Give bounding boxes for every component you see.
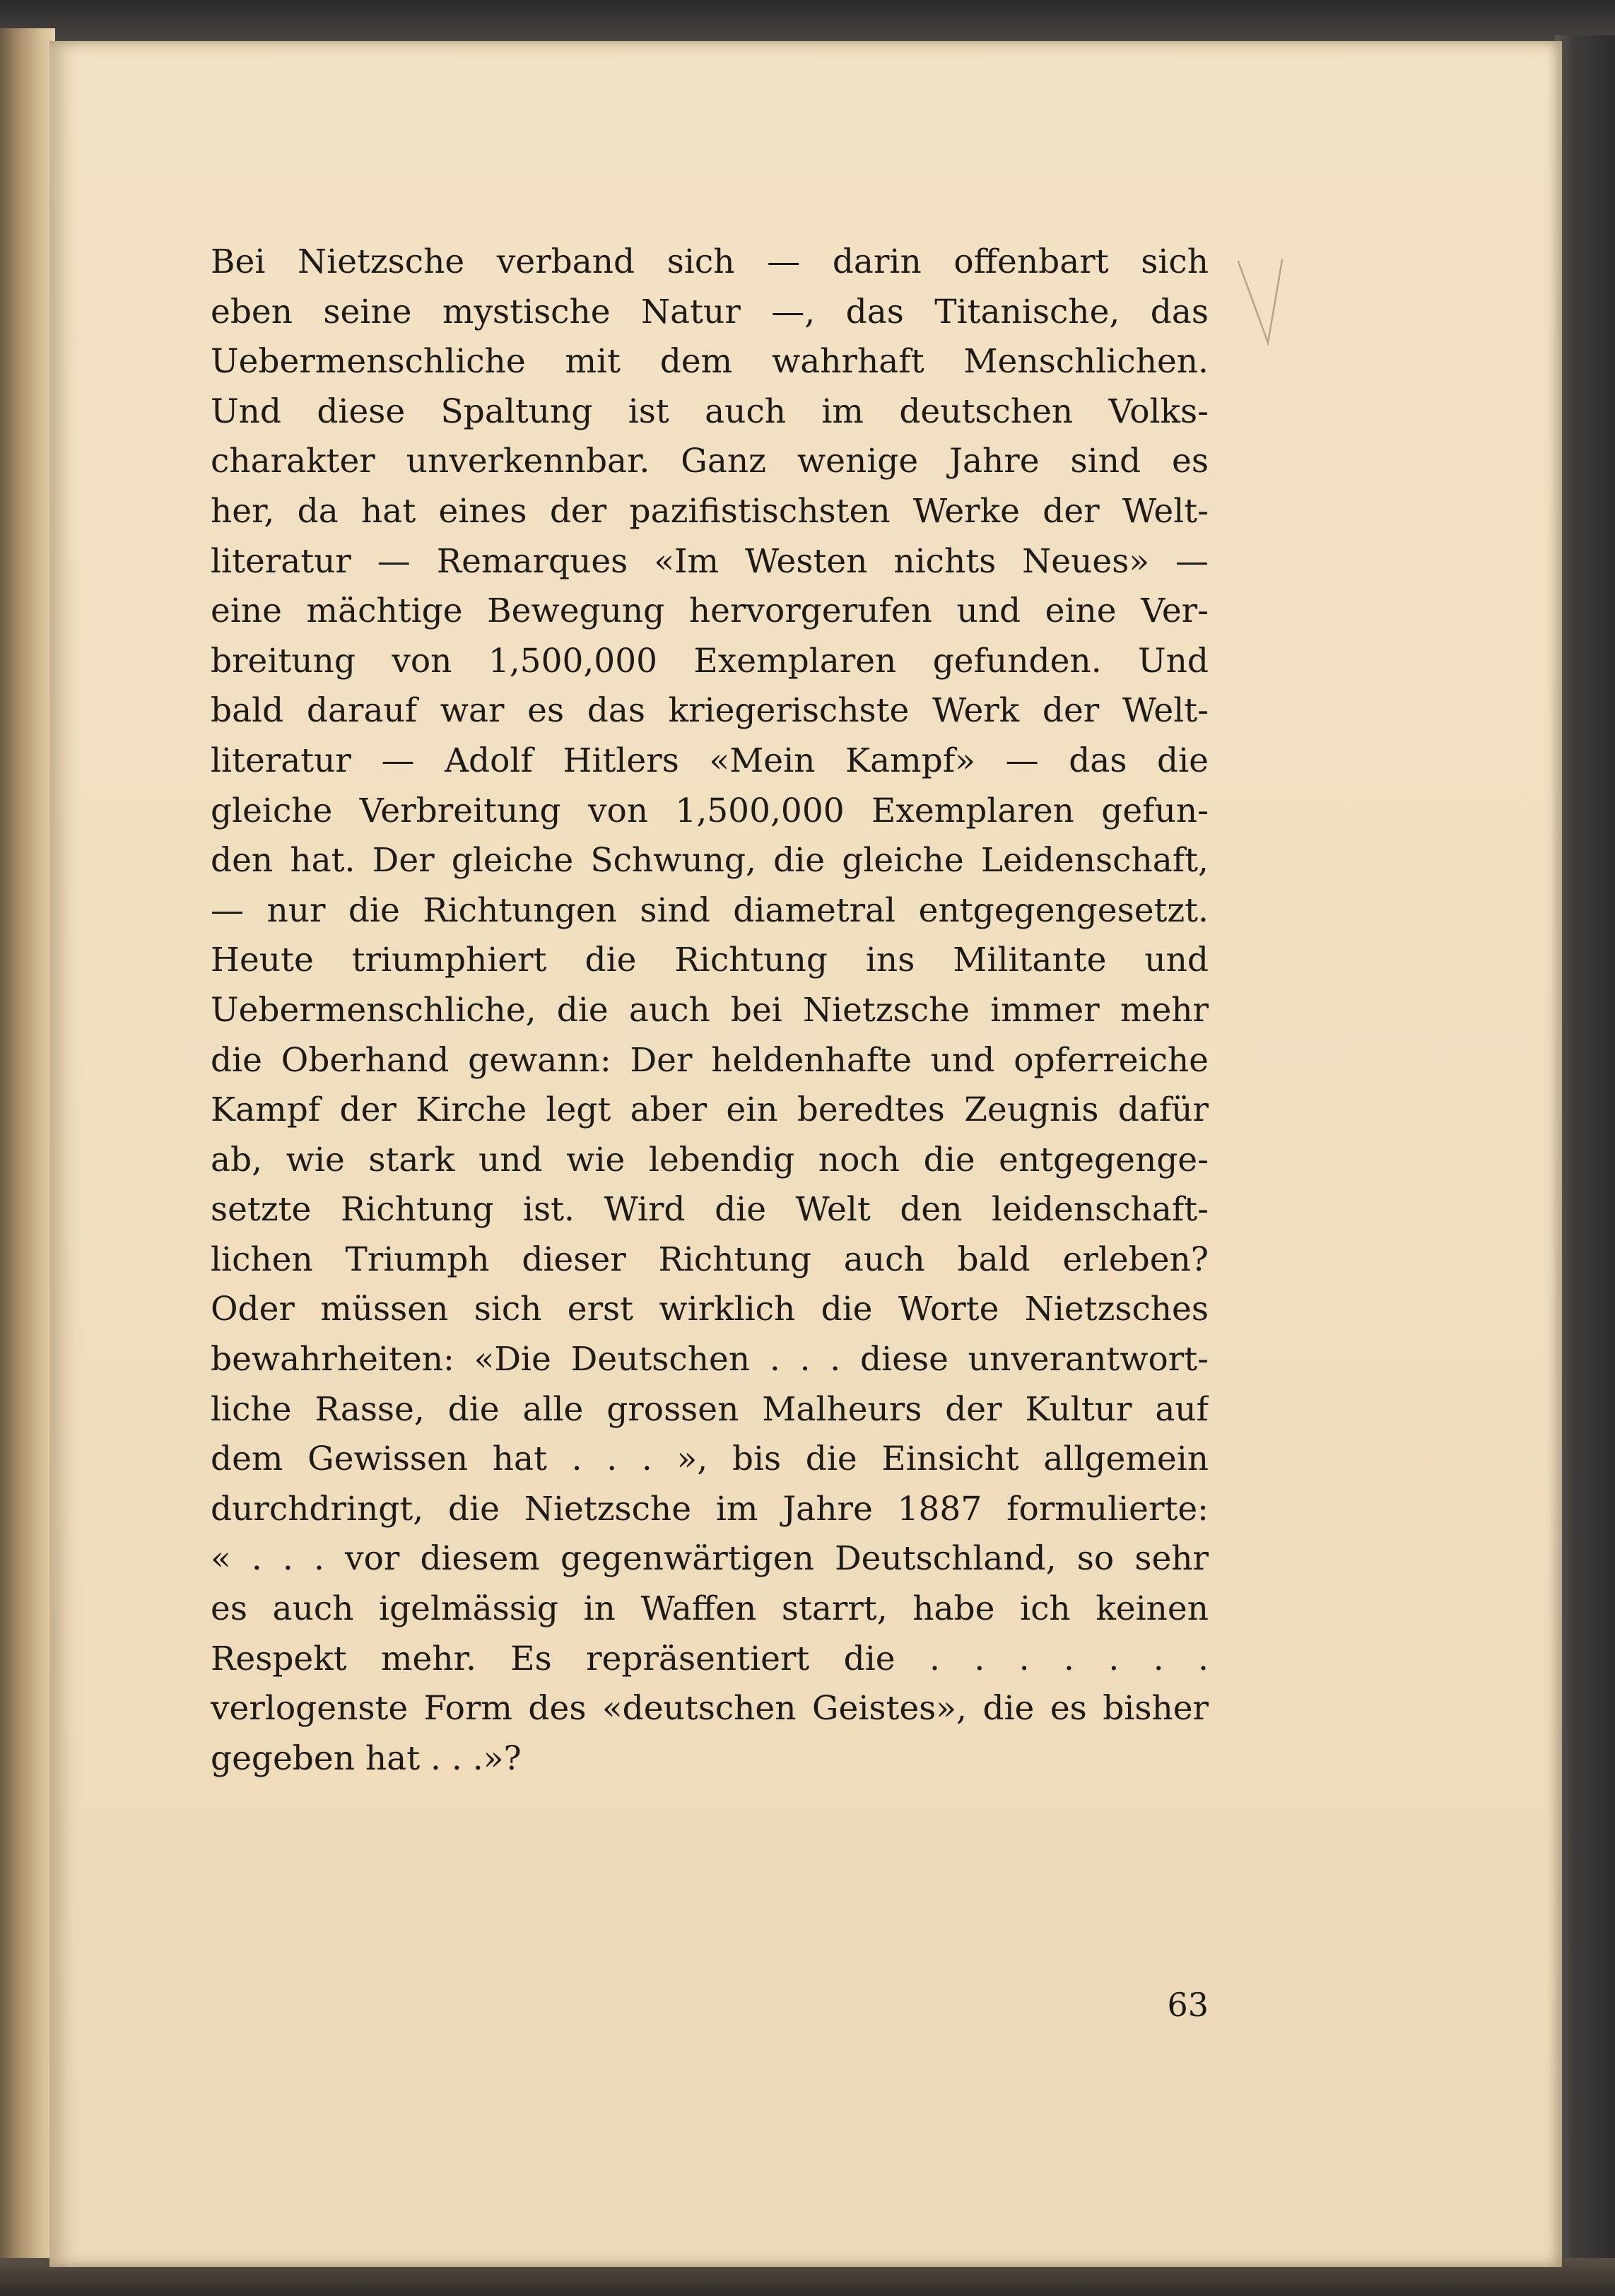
text-line: durchdringt, die Nietzsche im Jahre 1887 formulierte: [211,1489,1209,1529]
text-line: her, da hat eines der pazifistischsten Werke der Welt- [211,491,1209,531]
text-line: Und diese Spaltung ist auch im deutschen Volks- [211,392,1209,431]
text-line: Uebermenschliche mit dem wahrhaft Menschlichen. [211,342,1209,382]
text-line: literatur — Adolf Hitlers «Mein Kampf» — das die [211,741,1209,780]
text-line: Respekt mehr. Es repräsentiert die . . . . . . . [211,1639,1209,1678]
text-line: eben seine mystische Natur —, das Titanische, das [211,292,1209,331]
text-line: ab, wie stark und wie lebendig noch die entgegenge- [211,1140,1209,1179]
pencil-margin-mark [1235,247,1285,346]
text-line: breitung von 1,500,000 Exemplaren gefunden. Und [211,641,1209,681]
text-line: gleiche Verbreitung von 1,500,000 Exemplaren gefun- [211,791,1209,830]
text-line: Kampf der Kirche legt aber ein beredtes Zeugnis dafür [211,1090,1209,1130]
text-line: — nur die Richtungen sind diametral entgegengesetzt. [211,890,1209,930]
text-line: gegeben hat . . .»? [211,1738,522,1778]
scan-top-edge [0,0,1615,44]
text-line: literatur — Remarques «Im Westen nichts Neues» — [211,541,1209,581]
text-line: setzte Richtung ist. Wird die Welt den leidenschaft- [211,1190,1209,1230]
body-text [211,237,1209,1784]
book-cover-edge [1555,35,1615,2296]
text-line: den hat. Der gleiche Schwung, die gleiche Leidenschaft, [211,841,1209,881]
text-line: lichen Triumph dieser Richtung auch bald erleben? [211,1240,1209,1279]
text-line: « . . . vor diesem gegenwärtigen Deutschland, so sehr [211,1539,1209,1579]
text-line: bald darauf war es das kriegerischste Werk der Welt- [211,691,1209,731]
book-binding-edge [0,28,55,2290]
text-line: Oder müssen sich erst wirklich die Worte Nietzsches [211,1290,1209,1329]
text-line: eine mächtige Bewegung hervorgerufen und eine Ver- [211,591,1209,631]
text-line: die Oberhand gewann: Der heldenhafte und opferreiche [211,1040,1209,1080]
text-line: Heute triumphiert die Richtung ins Militante und [211,941,1209,980]
text-line: charakter unverkennbar. Ganz wenige Jahre sind es [211,442,1209,481]
text-line: es auch igelmässig in Waffen starrt, habe ich keinen [211,1589,1209,1629]
text-line: Bei Nietzsche verband sich — darin offenbart sich [211,242,1209,281]
text-line: bewahrheiten: «Die Deutschen . . . diese unverantwort- [211,1340,1209,1379]
text-line: Uebermenschliche, die auch bei Nietzsche immer mehr [211,990,1209,1030]
text-line: liche Rasse, die alle grossen Malheurs der Kultur auf [211,1389,1209,1429]
page-number: 63 [1167,1986,1209,2024]
text-line: dem Gewissen hat . . . », bis die Einsicht allgemein [211,1440,1209,1479]
text-line: verlogenste Form des «deutschen Geistes», die es bisher [211,1689,1209,1729]
